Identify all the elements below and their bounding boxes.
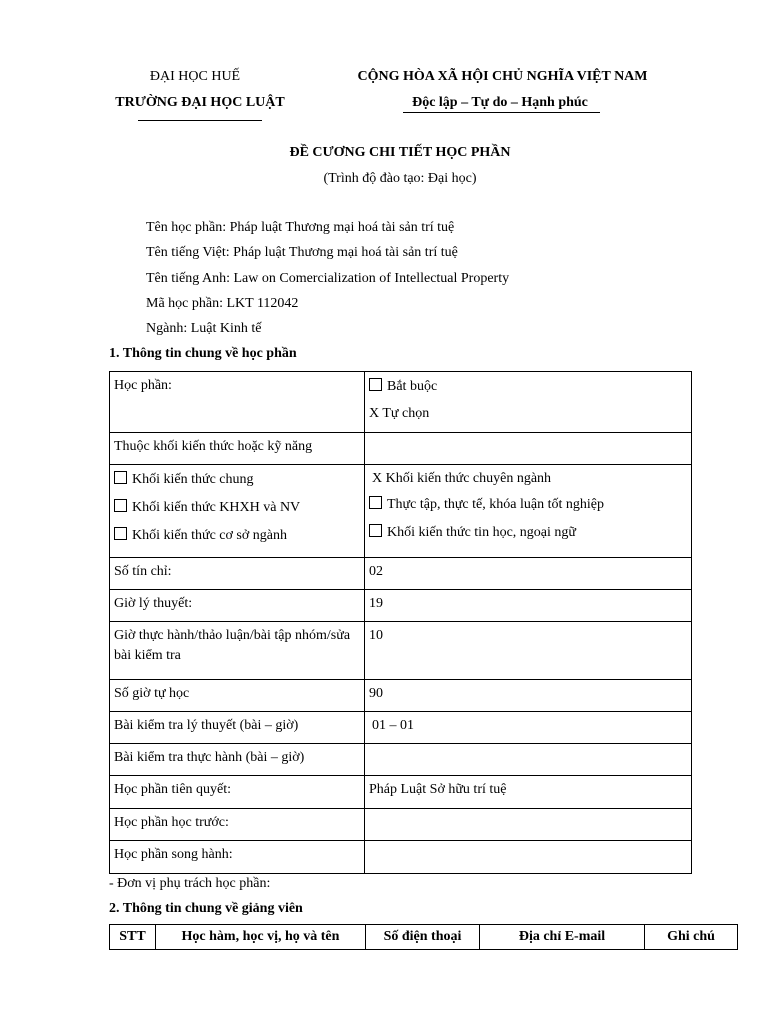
column-header: Ghi chú [645,925,738,950]
table-header-row [110,925,738,950]
row-label: Số tín chỉ: [110,558,365,590]
row-label: Số giờ tự học [110,680,365,712]
section-2-heading: 2. Thông tin chung về giảng viên [109,901,303,916]
khoi-chuyen-nganh-label: X Khối kiến thức chuyên ngành [372,471,552,486]
course-name-vi: Tên tiếng Việt: Pháp luật Thương mại hoá tài sản trí tuệ [146,245,458,260]
knowledge-right-options [365,465,692,558]
column-header: STT [110,925,156,950]
table-row [110,776,692,809]
thuoc-khoi-value [365,433,692,465]
university-name: ĐẠI HỌC HUẾ [149,69,241,84]
table-row [110,590,692,622]
row-label: Bài kiểm tra lý thuyết (bài – giờ) [110,712,365,744]
checkbox-icon [369,496,382,509]
row-label: Bài kiểm tra thực hành (bài – giờ) [110,744,365,776]
row-value: 19 [365,590,692,622]
bat-buoc-label: Bắt buộc [387,379,438,394]
motto-underline [403,112,600,113]
checkbox-icon [114,499,127,512]
country-name: CỘNG HÒA XÃ HỘI CHỦ NGHĨA VIỆT NAM [357,69,648,84]
table-row [110,744,692,776]
course-info-table [109,371,692,874]
khoi-thuc-tap-label: Thực tập, thực tế, khóa luận tốt nghiệp [387,497,604,512]
checkbox-icon [114,471,127,484]
row-value: 02 [365,558,692,590]
row-value [365,809,692,841]
khoi-co-so-label: Khối kiến thức cơ sở ngành [132,528,287,543]
table-row [110,680,692,712]
column-header: Số điện thoại [366,925,480,950]
table-row [110,558,692,590]
column-header: Địa chỉ E-mail [480,925,645,950]
checkbox-icon [114,527,127,540]
course-major: Ngành: Luật Kinh tế [146,321,262,336]
document-title: ĐỀ CƯƠNG CHI TIẾT HỌC PHẦN [289,145,511,160]
knowledge-left-options [110,465,365,558]
table-row [110,809,692,841]
course-name: Tên học phần: Pháp luật Thương mại hoá tài sản trí tuệ [146,220,455,235]
khoi-khxh-label: Khối kiến thức KHXH và NV [132,500,301,515]
row-label: Giờ thực hành/thảo luận/bài tập nhóm/sửa bài kiểm tra [110,622,365,680]
section-1-heading: 1. Thông tin chung về học phần [109,346,297,361]
motto: Độc lập – Tự do – Hạnh phúc [412,95,588,110]
course-name-en: Tên tiếng Anh: Law on Comercialization of Intellectual Property [146,271,510,286]
table-row [110,841,692,874]
row-value: Pháp Luật Sở hữu trí tuệ [365,776,692,809]
khoi-tin-hoc-label: Khối kiến thức tin học, ngoại ngữ [387,525,576,540]
thuoc-khoi-label: Thuộc khối kiến thức hoặc kỹ năng [110,433,365,465]
row-label: Học phần tiên quyết: [110,776,365,809]
row-value: 90 [365,680,692,712]
row-value: 01 – 01 [365,712,692,744]
hoc-phan-label: Học phần: [110,372,365,433]
table-row [110,712,692,744]
staff-table [109,924,738,950]
checkbox-icon [369,378,382,391]
document-subtitle: (Trình độ đào tạo: Đại học) [323,171,477,186]
table-row [110,622,692,680]
row-value [365,744,692,776]
column-header: Học hàm, học vị, họ và tên [156,925,366,950]
school-name: TRƯỜNG ĐẠI HỌC LUẬT [115,95,285,110]
row-label: Học phần học trước: [110,809,365,841]
row-label: Học phần song hành: [110,841,365,874]
unit-note: - Đơn vị phụ trách học phần: [109,876,271,891]
tu-chon-label: X Tự chọn [369,406,430,421]
hoc-phan-options [365,372,692,433]
khoi-chung-label: Khối kiến thức chung [132,472,254,487]
school-underline [138,120,262,121]
row-value [365,841,692,874]
table-row [110,433,692,465]
table-row [110,465,692,558]
course-code: Mã học phần: LKT 112042 [146,296,299,311]
checkbox-icon [369,524,382,537]
table-row [110,372,692,433]
row-label: Giờ lý thuyết: [110,590,365,622]
row-value: 10 [365,622,692,680]
